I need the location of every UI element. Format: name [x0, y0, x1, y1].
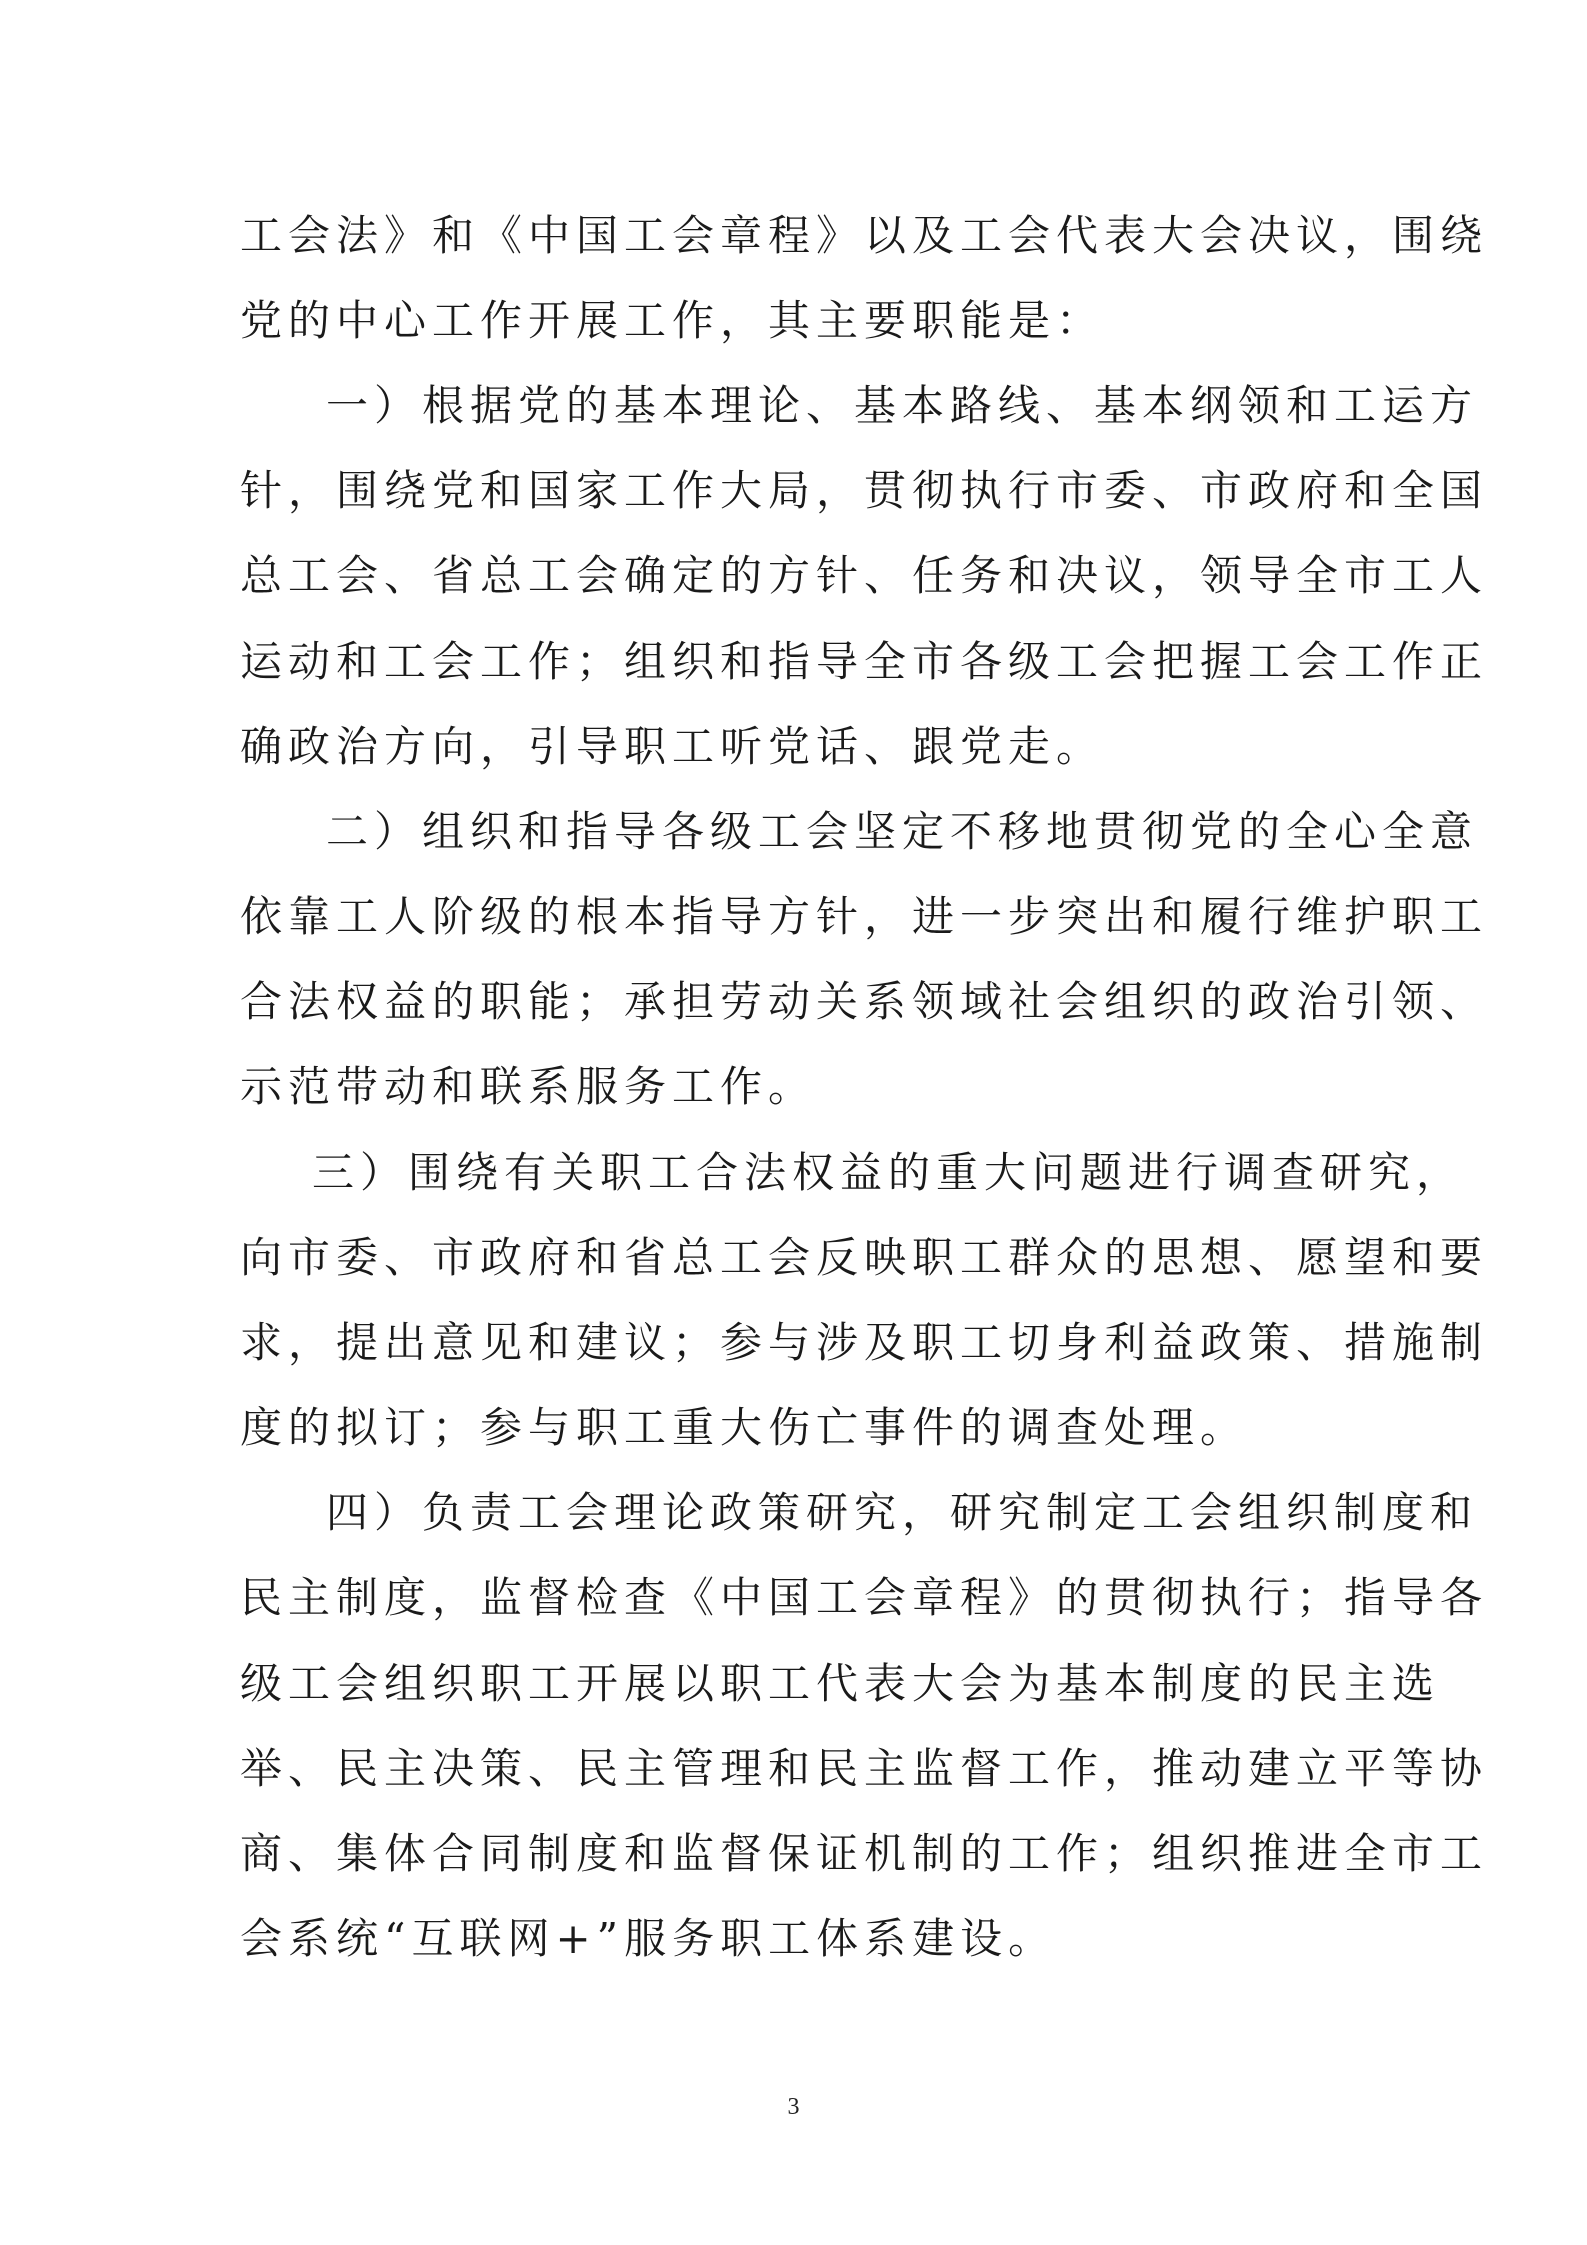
- list-item-4-line: 四）负责工会理论政策研究，研究制定工会组织制度和: [326, 1488, 1479, 1537]
- body-text-line: 求，提出意见和建议；参与涉及职工切身利益政策、措施制: [240, 1318, 1489, 1367]
- list-item-2-line: 二）组织和指导各级工会坚定不移地贯彻党的全心全意: [326, 807, 1479, 856]
- body-text-line: 针，围绕党和国家工作大局，贯彻执行市委、市政府和全国: [240, 466, 1489, 515]
- body-text-line: 向市委、市政府和省总工会反映职工群众的思想、愿望和要: [240, 1233, 1489, 1282]
- body-text-line: 党的中心工作开展工作，其主要职能是：: [240, 296, 1105, 345]
- body-text-line: 合法权益的职能；承担劳动关系领域社会组织的政治引领、: [240, 977, 1489, 1026]
- body-text-line: 级工会组织职工开展以职工代表大会为基本制度的民主选: [240, 1659, 1441, 1708]
- list-item-1-line: 一）根据党的基本理论、基本路线、基本纲领和工运方: [326, 381, 1479, 430]
- body-text-line: 民主制度，监督检查《中国工会章程》的贯彻执行；指导各: [240, 1573, 1489, 1622]
- body-text-line: 工会法》和《中国工会章程》以及工会代表大会决议，围绕: [240, 211, 1489, 260]
- page-number: 3: [787, 2094, 800, 2120]
- body-text-line: 度的拟订；参与职工重大伤亡事件的调查处理。: [240, 1403, 1249, 1452]
- list-item-3-line: 三）围绕有关职工合法权益的重大问题进行调查研究，: [312, 1148, 1465, 1197]
- body-text-line: 商、集体合同制度和监督保证机制的工作；组织推进全市工: [240, 1829, 1489, 1878]
- body-text-line: 会系统“互联网+”服务职工体系建设。: [240, 1914, 1057, 1963]
- body-text-line: 举、民主决策、民主管理和民主监督工作，推动建立平等协: [240, 1744, 1489, 1793]
- body-text-line: 确政治方向，引导职工听党话、跟党走。: [240, 722, 1105, 771]
- body-text-line: 总工会、省总工会确定的方针、任务和决议，领导全市工人: [240, 551, 1489, 600]
- body-text-line: 示范带动和联系服务工作。: [240, 1062, 817, 1111]
- body-text-line: 依靠工人阶级的根本指导方针，进一步突出和履行维护职工: [240, 892, 1489, 941]
- body-text-line: 运动和工会工作；组织和指导全市各级工会把握工会工作正: [240, 637, 1489, 686]
